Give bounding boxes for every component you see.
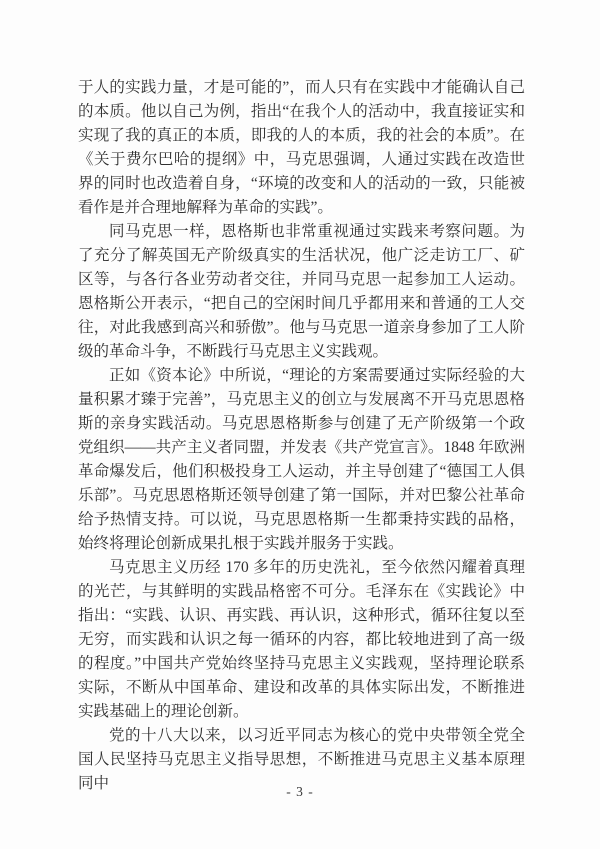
paragraph: 马克思主义历经 170 多年的历史洗礼，至今依然闪耀着真理的光芒，与其鲜明的实践品格密不可分。毛泽东在《实践论》中指出：“实践、认识、再实践、再认识，这种形式，循环往复以至无穷，而实践和认识之每一循环的内容，都比较地进到了高一级的程度。”中国共产党始终坚持马克思主义实践观，坚持理论联系实际，不断从中国革命、建设和改革的具体实际出发，不断推进实践基础上的理论创新。 (78, 559, 525, 720)
page-number: - 3 - (286, 784, 314, 799)
paragraph: 党的十八大以来，以习近平同志为核心的党中央带领全党全国人民坚持马克思主义指导思想，不断推进马克思主义基本原理同中 (78, 727, 525, 792)
paragraph-continuation: 于人的实践力量，才是可能的”，而人只有在实践中才能确认自己的本质。他以自己为例，指出“在我个人的活动中，我直接证实和实现了我的真正的本质，即我的人的本质，我的社会的本质”。在《关于费尔巴哈的提纲》中，马克思强调，人通过实践在改造世界的同时也改造着自身，“环境的改变和人的活动的一致，只能被看作是并合理地解释为革命的实践”。 (78, 79, 525, 216)
paragraph: 正如《资本论》中所说，“理论的方案需要通过实际经验的大量积累才臻于完善”，马克思主义的创立与发展离不开马克思恩格斯的亲身实践活动。马克思恩格斯参与创建了无产阶级第一个政党组织——共产主义者同盟，并发表《共产党宣言》。1848 年欧洲革命爆发后，他们积极投身工人运动，并主导创建了“德国工人俱乐部”。马克思恩格斯还领导创建了第一国际，并对巴黎公社革命给予热情支持。可以说，马克思恩格斯一生都秉持实践的品格，始终将理论创新成果扎根于实践并服务于实践。 (78, 367, 525, 552)
document-body (78, 76, 525, 796)
paragraph: 同马克思一样，恩格斯也非常重视通过实践来考察问题。为了充分了解英国无产阶级真实的生活状况，他广泛走访工厂、矿区等，与各行各业劳动者交往，并同马克思一起参加工人运动。恩格斯公开表示，“把自己的空闲时间几乎都用来和普通的工人交往，对此我感到高兴和骄傲”。他与马克思一道亲身参加了工人阶级的革命斗争，不断践行马克思主义实践观。 (78, 223, 525, 360)
